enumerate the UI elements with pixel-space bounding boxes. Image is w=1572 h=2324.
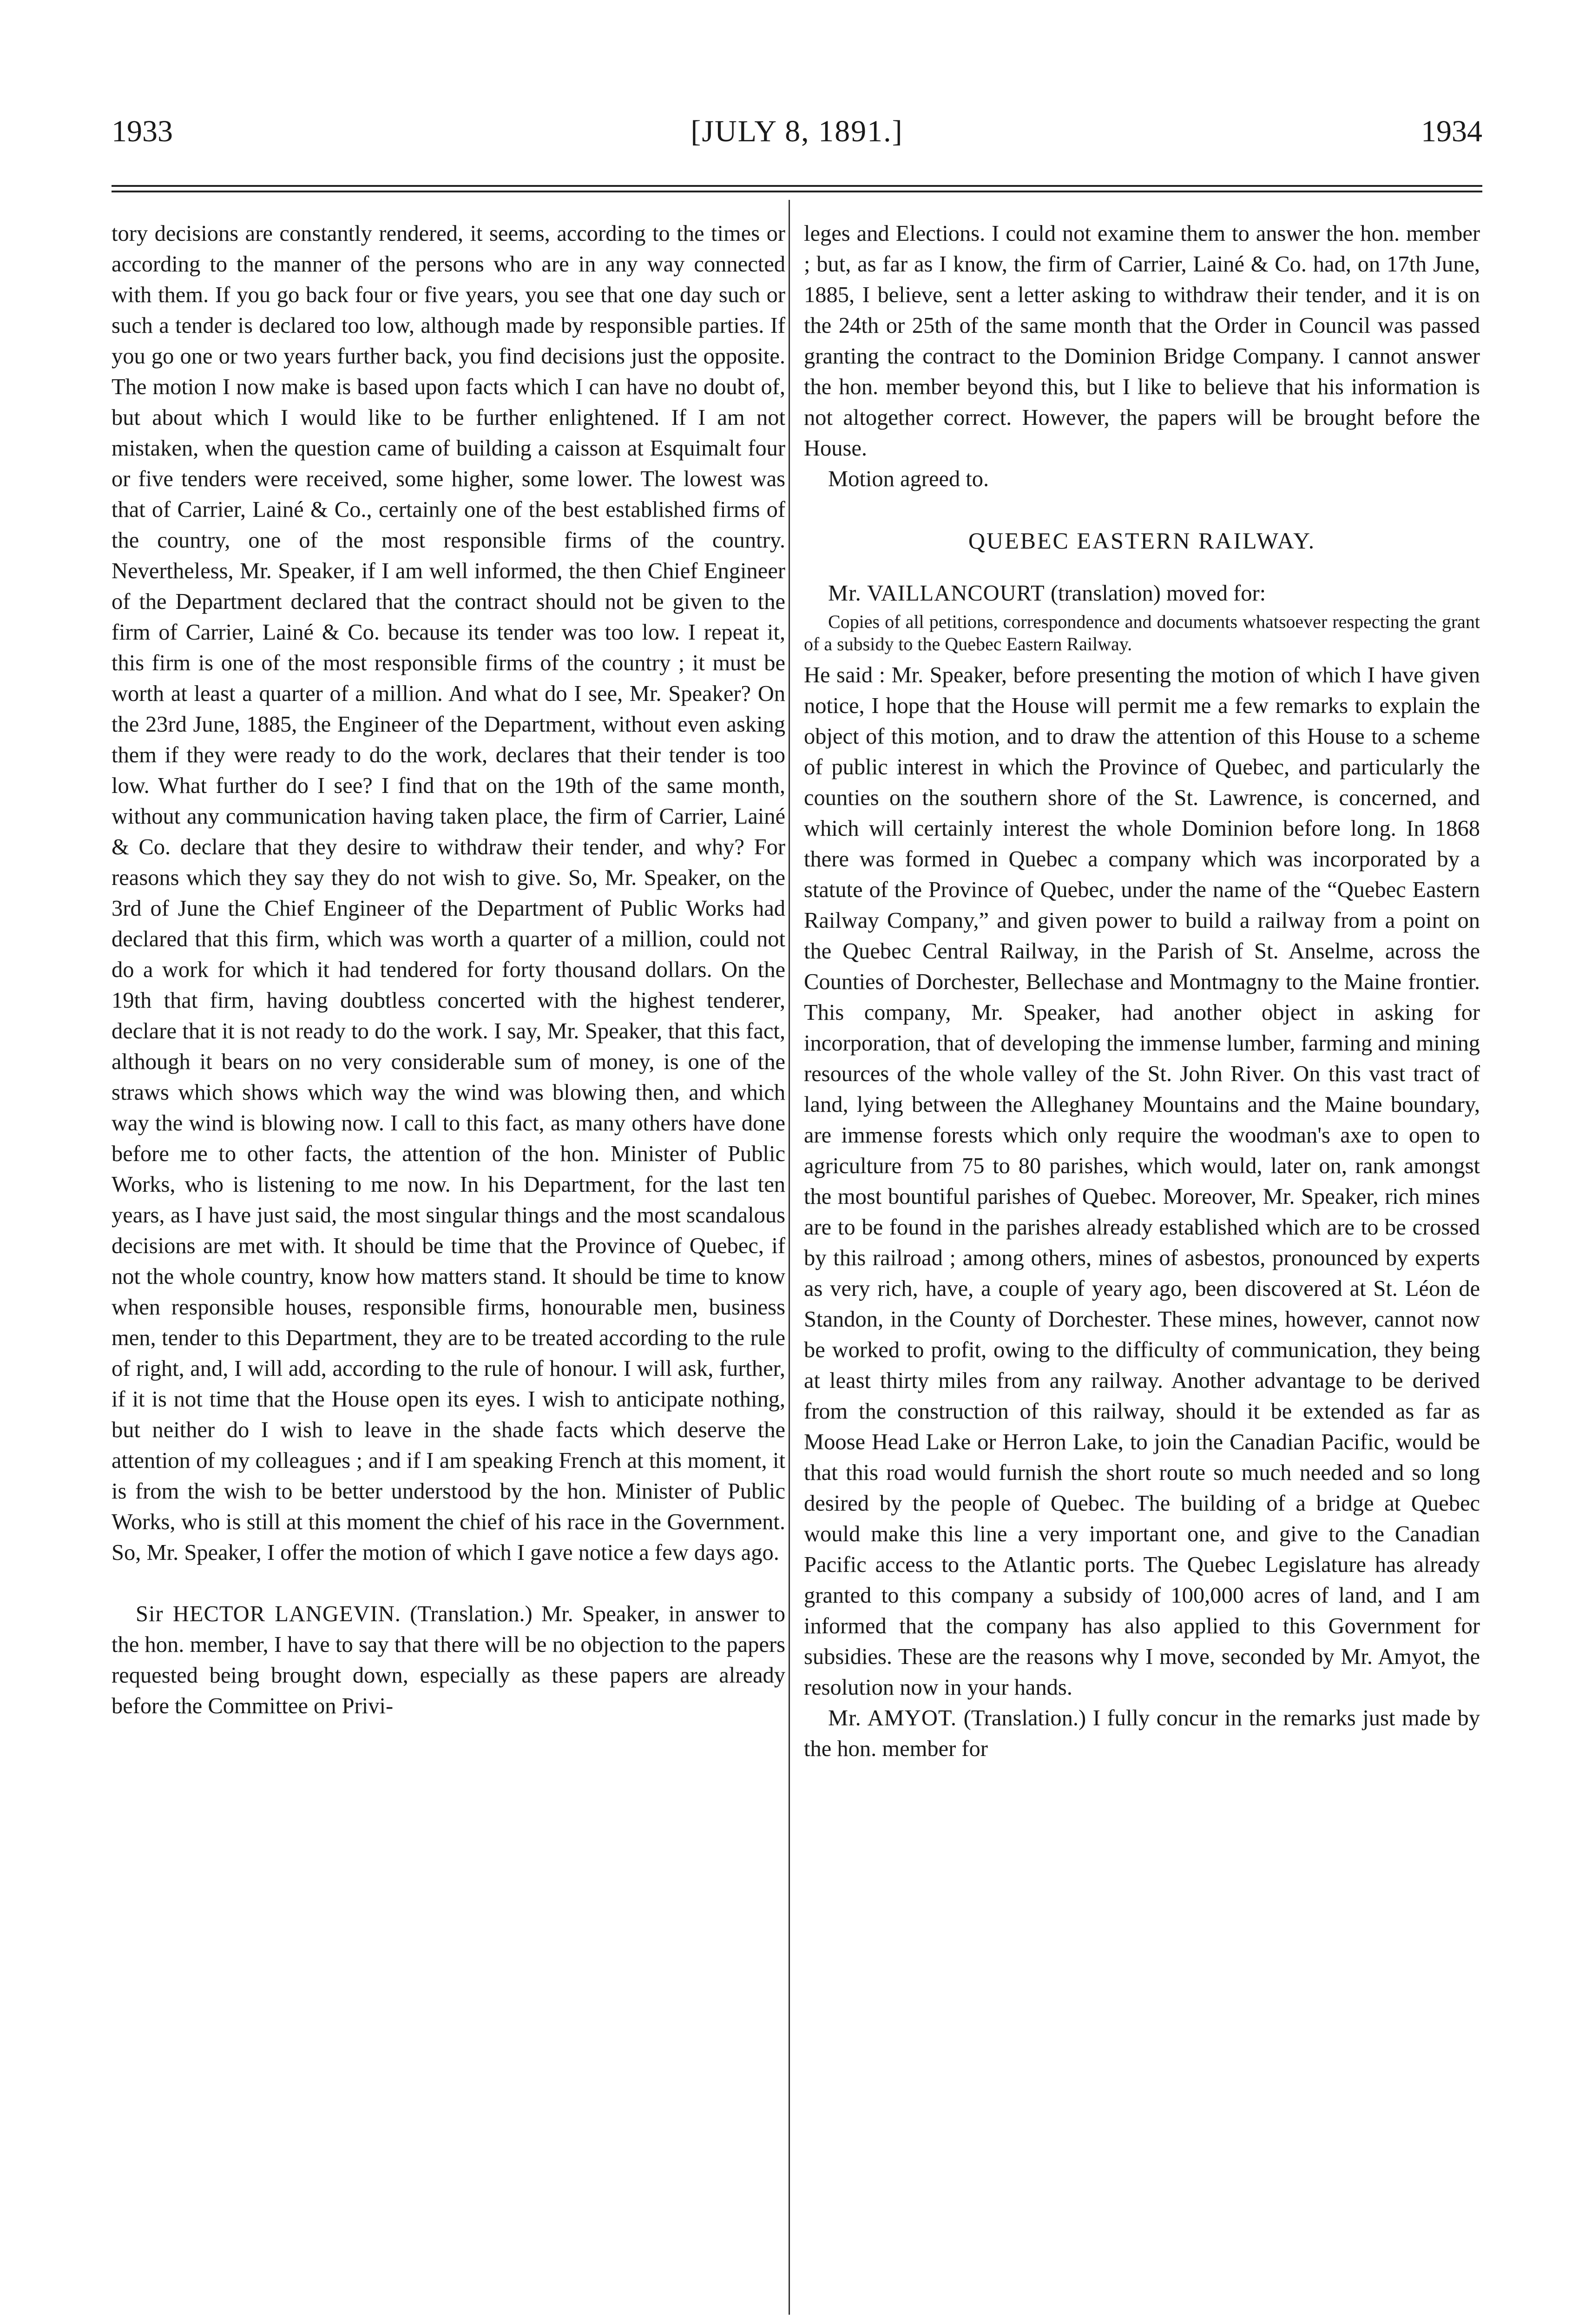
motion-quote: Copies of all petitions, correspondence and documents whatsoever respecting the grant of a subsidy to the Quebec Eastern Railway.: [804, 611, 1480, 654]
right-column: [804, 218, 1480, 2301]
header-rule-bottom: [112, 191, 1482, 192]
section-heading: QUEBEC EASTERN RAILWAY.: [968, 528, 1316, 554]
header-rule-top: [112, 185, 1482, 187]
moved-for-text: (translation) moved for:: [1050, 581, 1266, 606]
speaker-name-langevin: Sir HECTOR LANGEVIN.: [136, 1602, 401, 1626]
left-column: [112, 218, 785, 2301]
speaker-name-vaillancourt: Mr. VAILLANCOURT: [828, 581, 1045, 606]
he-said-label: He said :: [804, 663, 886, 687]
motion-agreed: Motion agreed to.: [828, 467, 989, 491]
vaillancourt-speech-text: Mr. Speaker, before presenting the motion of which I have given notice, I hope that the House will permit me a few remarks to explain the object of this motion, and to draw the attention of this House to a scheme of public interest in which the Province of Quebec, and particularly the counties on the southern shore of the St. Lawrence, is concerned, and which will certainly interest the whole Dominion before long. In 1868 there was formed in Quebec a company which was incorporated by a statute of the Province of Quebec, under the name of the “Quebec Eastern Railway Company,” and given power to build a railway from a point on the Quebec Central Railway, in the Parish of St. Anselme, across the Counties of Dorchester, Bellechase and Montmagny to the Maine frontier. This company, Mr. Speaker, had another object in asking for incorporation, that of developing the immense lumber, farming and mining resources of the whole valley of the St. John River. On this vast tract of land, lying between the Alleghaney Mountains and the Maine boundary, are immense forests which only require the woodman's axe to open to agriculture from 75 to 80 parishes, which would, later on, rank amongst the most bountiful parishes of Quebec. Moreover, Mr. Speaker, rich mines are to be found in the parishes already established which are to be crossed by this railroad ; among others, mines of asbestos, pronounced by experts as very rich, have, a couple of yeary ago, been discovered at St. Léon de Standon, in the County of Dorchester. These mines, however, cannot now be worked to profit, owing to the difficulty of communication, they being at least thirty miles from any railway. Another advantage to be derived from the construction of this railway, should it be extended as far as Moose Head Lake or Herron Lake, to join the Canadian Pacific, would be that this road would furnish the short route so much needed and so long desired by the people of Quebec. The building of a bridge at Quebec would make this line a very important one, and give to the Canadian Pacific access to the Atlantic ports. The Quebec Legislature has already granted to this company a subsidy of 100,000 acres of land, and I am informed that the company has also applied to this Government for subsidies. These are the reasons why I move, seconded by Mr. Amyot, the resolution now in your hands.: [804, 663, 1480, 1700]
page-number-left: 1933: [112, 114, 173, 148]
vaillancourt-speech: [804, 660, 1480, 1703]
left-paragraph-langevin: [112, 1599, 785, 1722]
page-header: [112, 106, 1482, 157]
amyot-speech: (Translation.) I fully concur in the remarks just made by the hon. member for: [804, 1706, 1480, 1761]
right-paragraph-1: leges and Elections. I could not examine them to answer the hon. member ; but, as far as I know, the firm of Carrier, Lainé & Co. had, on 17th June, 1885, I believe, sent a letter asking to withdraw their tender, and it is on the 24th or 25th of the same month that the Order in Council was passed granting the contract to the Dominion Bridge Company. I cannot answer the hon. member beyond this, but I like to believe that his information is not altogether correct. However, the papers will be brought before the House.: [804, 221, 1480, 461]
speaker-name-amyot: Mr. AMYOT.: [828, 1706, 957, 1730]
running-head-date: [JULY 8, 1891.]: [691, 114, 903, 148]
vaillancourt-motion-line: [804, 578, 1480, 609]
page-number-right: 1934: [1421, 114, 1482, 148]
langevin-speech: (Translation.) Mr. Speaker, in answer to the hon. member, I have to say that there will be no objection to the papers requested being brought down, especially as these papers are already before the Committee on Privi-: [112, 1602, 785, 1718]
left-paragraph-1: tory decisions are constantly rendered, it seems, according to the times or according to the manner of the persons who are in any way connected with them. If you go back four or five years, you see that one day such or such a tender is declared too low, although made by responsible parties. If you go one or two years further back, you find decisions just the opposite. The motion I now make is based upon facts which I can have no doubt of, but about which I would like to be further enlightened. If I am not mistaken, when the question came of building a caisson at Esquimalt four or five tenders were received, some higher, some lower. The lowest was that of Carrier, Lainé & Co., certainly one of the best established firms of the country, one of the most responsible firms of the country. Nevertheless, Mr. Speaker, if I am well informed, the then Chief Engineer of the Department declared that the contract should not be given to the firm of Carrier, Lainé & Co. because its tender was too low. I repeat it, this firm is one of the most responsible firms of the country ; it must be worth at least a quarter of a million. And what do I see, Mr. Speaker? On the 23rd June, 1885, the Engineer of the Department, without even asking them if they were ready to do the work, declares that their tender is too low. What further do I see? I find that on the 19th of the same month, without any communication having taken place, the firm of Carrier, Lainé & Co. declare that they desire to withdraw their tender, and why? For reasons which they say they do not wish to give. So, Mr. Speaker, on the 3rd of June the Chief Engineer of the Department of Public Works had declared that this firm, which was worth a quarter of a million, could not do a work for which it had tendered for forty thousand dollars. On the 19th that firm, having doubtless concerted with the highest tenderer, declare that it is not ready to do the work. I say, Mr. Speaker, that this fact, although it bears on no very considerable sum of money, is one of the straws which shows which way the wind was blowing then, and which way the wind is blowing now. I call to this fact, as many others have done before me to other facts, the attention of the hon. Minister of Public Works, who is listening to me now. In his Department, for the last ten years, as I have just said, the most singular things and the most scandalous decisions are met with. It should be time that the Province of Quebec, if not the whole country, know how matters stand. It should be time to know when responsible houses, responsible firms, honourable men, business men, tender to this Department, they are to be treated according to the rule of right, and, I will add, according to the rule of honour. I will ask, further, if it is not time that the House open its eyes. I wish to anticipate nothing, but neither do I wish to leave in the shade facts which deserve the attention of my colleagues ; and if I am speaking French at this moment, it is from the wish to be better understood by the hon. Minister of Public Works, who is still at this moment the chief of his race in the Government. So, Mr. Speaker, I offer the motion of which I gave notice a few days ago.: [112, 221, 785, 1565]
amyot-paragraph: [804, 1703, 1480, 1764]
column-divider: [789, 200, 790, 2315]
